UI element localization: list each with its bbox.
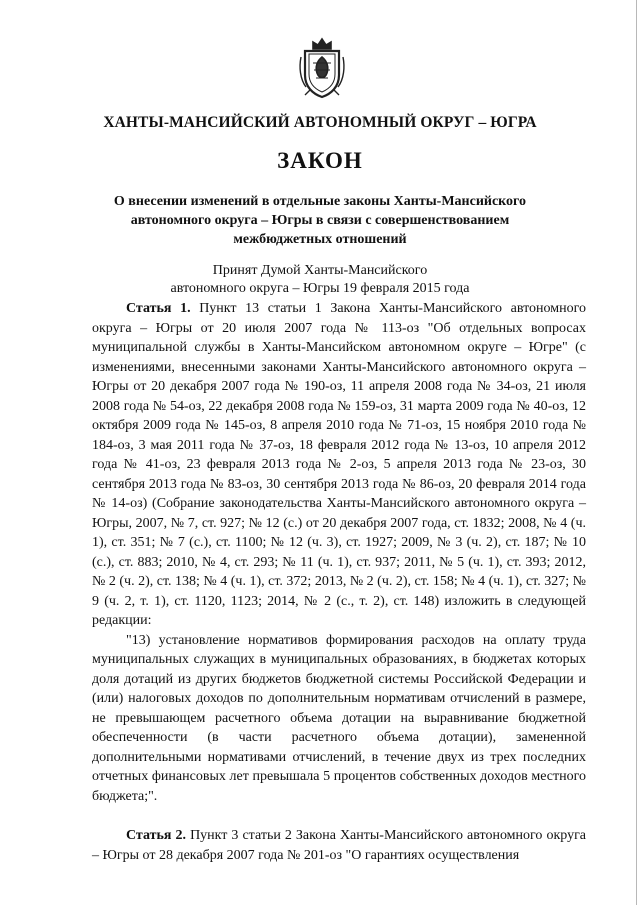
law-title-line: межбюджетных отношений — [233, 232, 407, 247]
coat-of-arms-icon — [297, 37, 347, 99]
article-1 — [92, 299, 586, 631]
adoption-note — [60, 262, 580, 298]
article-1-quote: "13) установление нормативов формирования расходов на оплату труда муниципальных служащих в муниципальных образованиях, в бюджетах которых доля дотаций из других бюджетов бюджетной системы Российской Федерации и (или) налоговых доходов по дополнительным нормативам отчислений в размере, не превышающем расчетного объема дотации на выравнивание бюджетной обеспеченности (в части расчетного объема дотации), замененной дополнительными нормативами отчислений, в течение двух из трех последних отчетных финансовых лет превышала 5 процентов собственных доходов местного бюджета;". — [92, 632, 586, 804]
article-text: Пункт 13 статьи 1 Закона Ханты-Мансийского автономного округа – Югры от 20 июля 2007 года № 113-оз "Об отдельных вопросах муниципальной службы в Ханты-Мансийском автономном округе – Югре" (с изменениями, внесенными законами Ханты-Мансийского автономного округа – Югры от 20 декабря 2007 года № 190-оз, 11 апреля 2008 года № 34-оз, 21 июля 2008 года № 54-оз, 22 декабря 2008 года № 159-оз, 31 марта 2009 года № 40-оз, 12 октября 2009 года № 145-оз, 8 апреля 2010 года № 71-оз, 15 ноября 2010 года № 184-оз, 3 мая 2011 года № 37-оз, 18 февраля 2012 года № 13-оз, 10 апреля 2012 года № 41-оз, 23 февраля 2013 года № 2-оз, 5 апреля 2013 года № 23-оз, 30 сентября 2013 года № 83-оз, 30 сентября 2013 года № 86-оз, 20 февраля 2014 года № 14-оз) (Собрание законодательства Ханты-Мансийского автономного округа – Югры, 2007, № 7, ст. 927; № 12 (с.) от 20 декабря 2007 года, ст. 1832; 2008, № 4 (ч. 1), ст. 351; № 7 (с.), ст. 1100; № 12 (ч. 3), ст. 1927; 2009, № 3 (ч. 2), ст. 187; № 10 (с.), ст. 883; 2010, № 4, ст. 293; № 11 (ч. 1), ст. 937; 2011, № 5 (ч. 1), ст. 393; 2012, № 2 (ч. 2), ст. 138; № 4 (ч. 1), ст. 372; 2013, № 2 (ч. 2), ст. 158; № 4 (ч. 1), ст. 327; № 9 (ч. 2, т. 1), ст. 1120, 1123; 2014, № 2 (с., т. 2), ст. 148) изложить в следующей редакции: — [92, 301, 586, 628]
scan-edge-line — [636, 0, 637, 905]
law-title — [60, 192, 580, 249]
law-body — [92, 299, 586, 865]
adoption-line: Принят Думой Ханты-Мансийского — [212, 263, 428, 278]
law-title-line: автономного округа – Югры в связи с совершенствованием — [130, 213, 510, 228]
article-2 — [92, 826, 586, 865]
document-type: ЗАКОН — [277, 148, 363, 173]
law-title-line: О внесении изменений в отдельные законы Ханты-Мансийского — [113, 194, 527, 209]
article-number: Статья 2. — [126, 828, 187, 843]
region-name: ХАНТЫ-МАНСИЙСКИЙ АВТОНОМНЫЙ ОКРУГ – ЮГРА — [103, 114, 537, 131]
article-number: Статья 1. — [126, 301, 191, 316]
article-text: Пункт 3 статьи 2 Закона Ханты-Мансийского автономного округа – Югры от 28 декабря 2007 года № 201-оз "О гарантиях осуществления — [92, 828, 587, 863]
adoption-line: автономного округа – Югры 19 февраля 2015 года — [170, 281, 470, 296]
